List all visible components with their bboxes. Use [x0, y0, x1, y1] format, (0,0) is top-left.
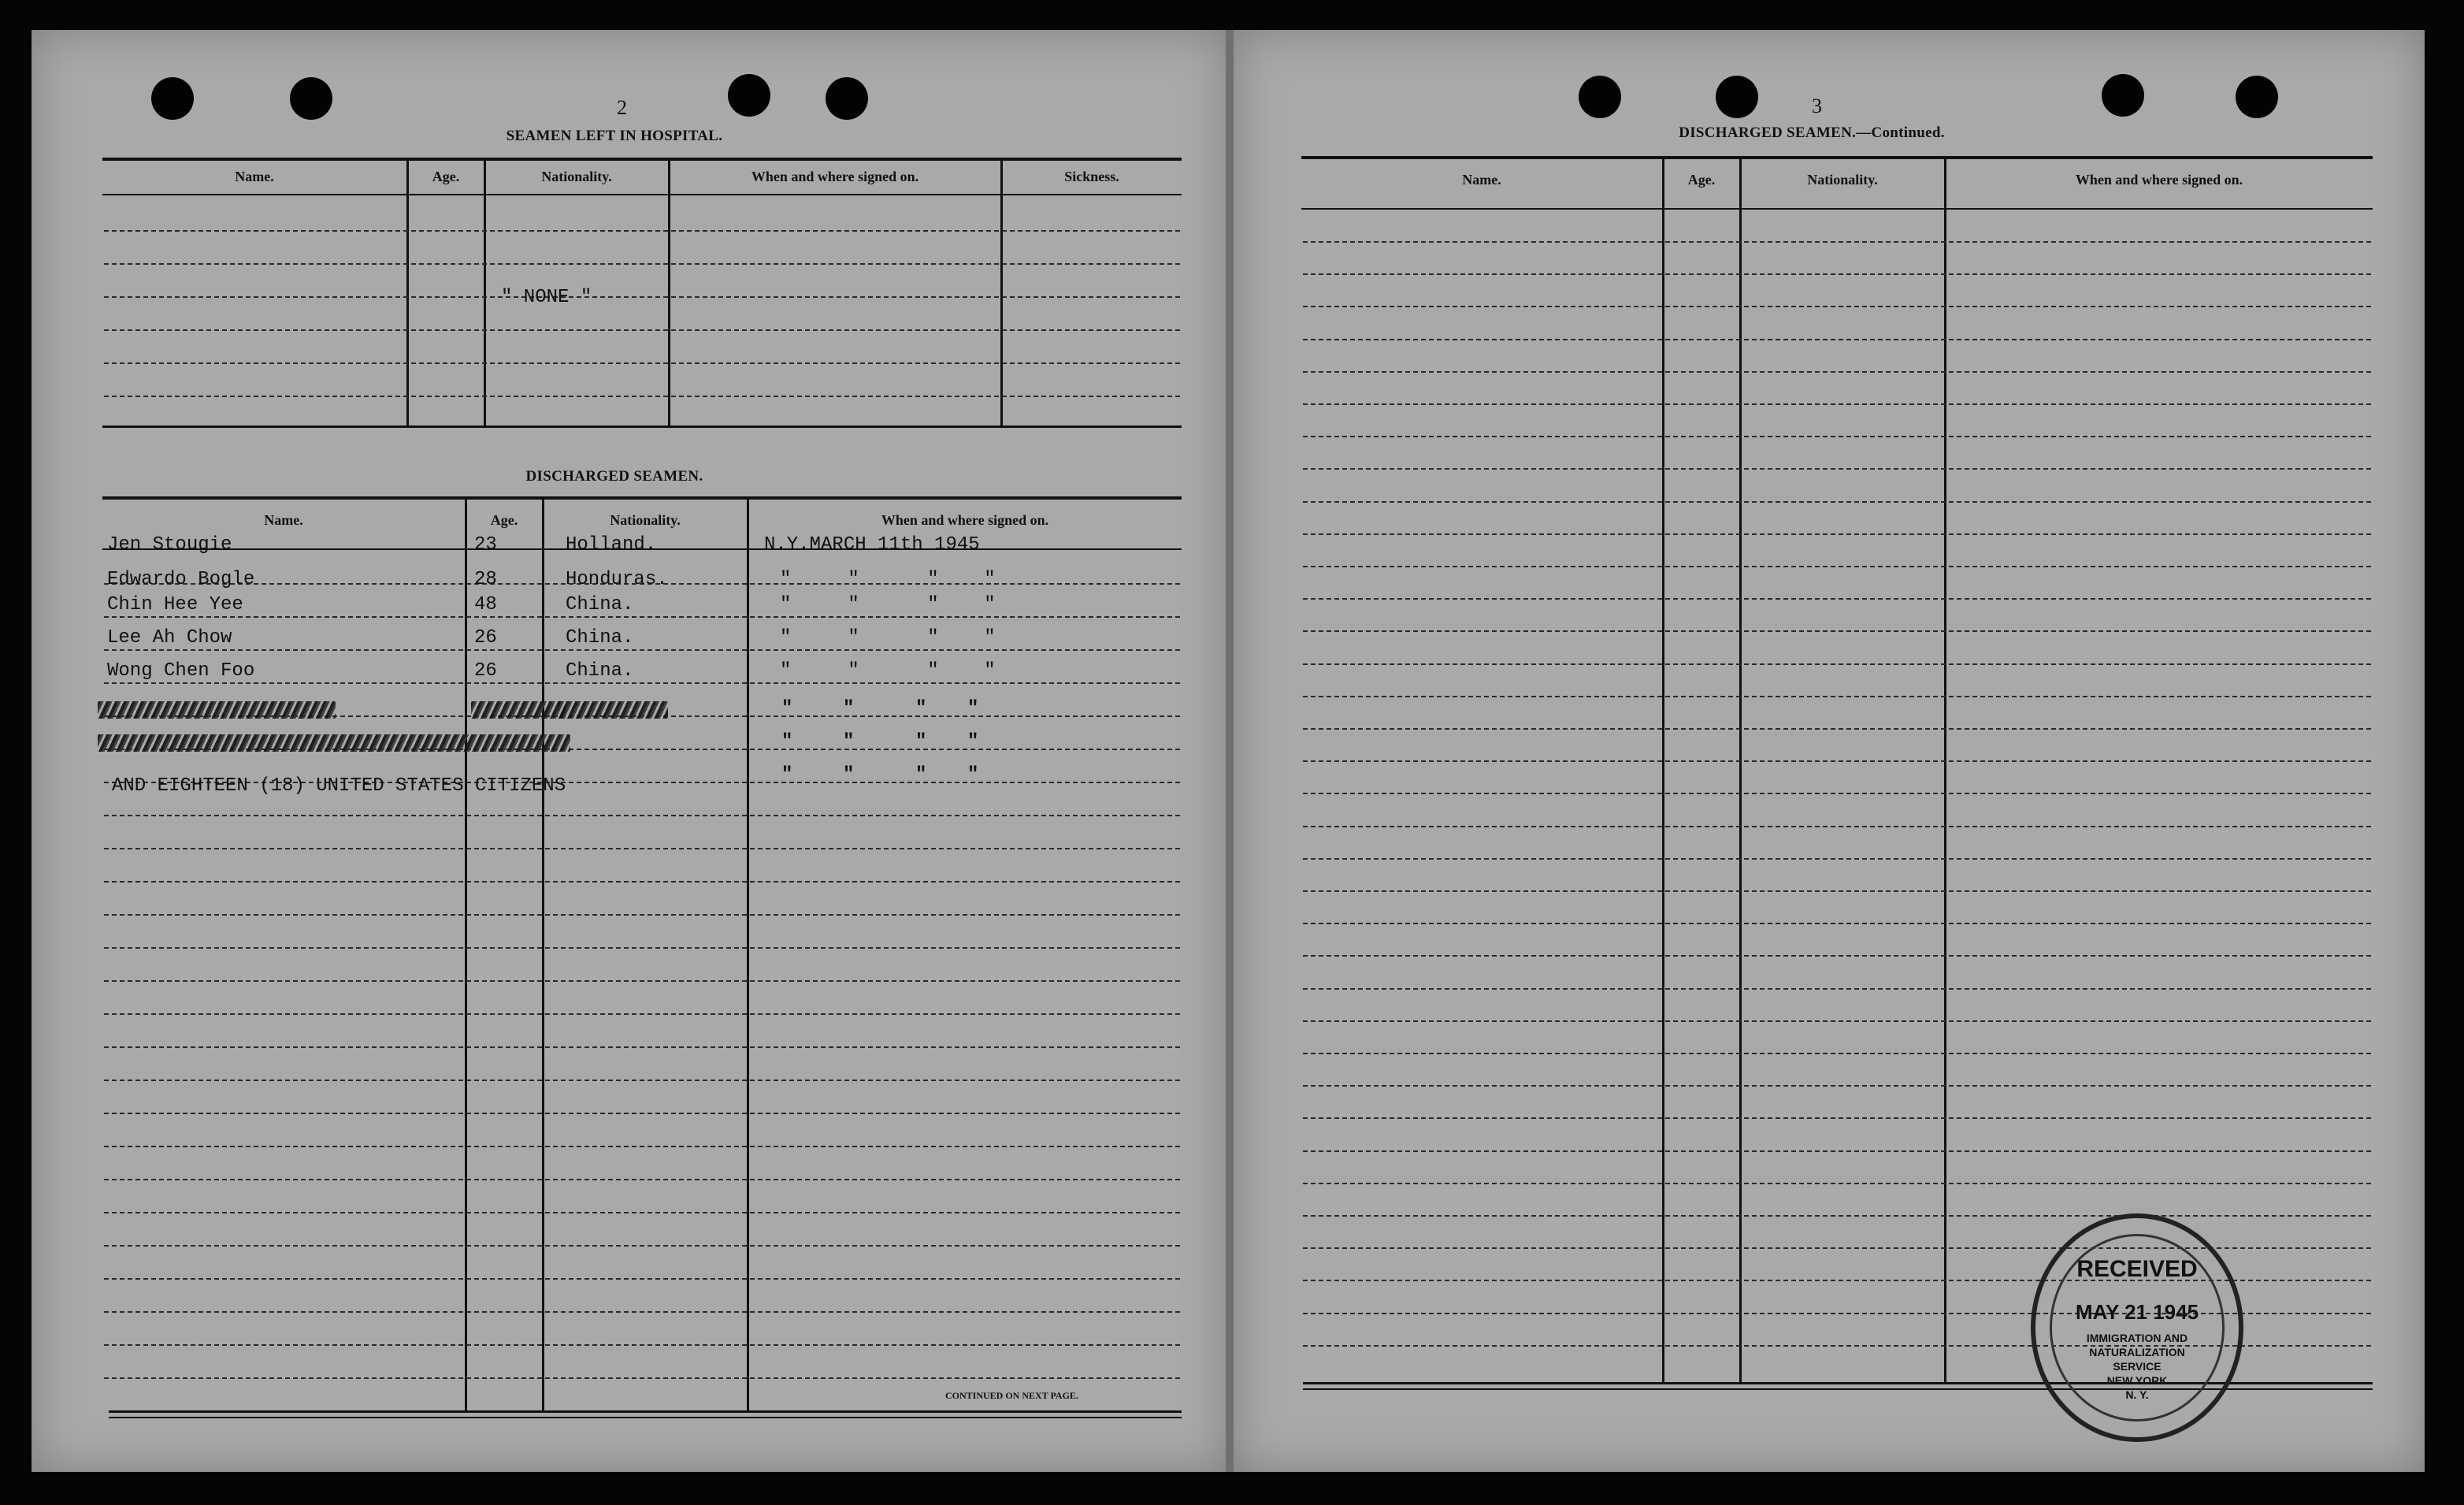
row-signed-on: " " " " [780, 627, 996, 648]
dotted-row [104, 616, 1180, 618]
rule [102, 194, 1182, 195]
dotted-row [1303, 468, 2371, 470]
row-signed-on: N.Y.MARCH 11th 1945 [764, 534, 980, 556]
column-divider [542, 498, 544, 1412]
received-stamp [2031, 1213, 2243, 1442]
row-signed-on: " " " " [780, 660, 996, 682]
dotted-row [1303, 630, 2371, 632]
left-page [32, 30, 1229, 1472]
rule [109, 1417, 1182, 1418]
punch-hole [2236, 76, 2278, 118]
dotted-row [1303, 241, 2371, 243]
ditto-mark: " [843, 764, 855, 786]
stamp-line: SERVICE [2113, 1360, 2162, 1373]
row-age: 26 [474, 627, 497, 648]
dotted-row [104, 848, 1180, 849]
row-nationality: China. [566, 594, 634, 615]
page-number: 3 [1812, 95, 1822, 117]
column-divider [406, 159, 409, 427]
dotted-row [1303, 533, 2371, 535]
stamp-line: N. Y. [2125, 1388, 2149, 1401]
dotted-row [104, 1212, 1180, 1213]
row-age: 48 [474, 594, 497, 615]
row-name: Wong Chen Foo [107, 660, 255, 682]
punch-hole [826, 77, 868, 120]
dotted-row [1303, 923, 2371, 924]
rule [102, 496, 1182, 500]
dotted-row [104, 1278, 1180, 1280]
column-divider [465, 498, 467, 1412]
rule [109, 1410, 1182, 1413]
ditto-mark: " [967, 698, 979, 719]
dotted-row [1303, 890, 2371, 892]
continued-footer: CONTINUED ON NEXT PAGE. [945, 1390, 1078, 1401]
dotted-row [104, 815, 1180, 816]
discharged-col-signed-on: When and where signed on. [881, 512, 1049, 528]
dotted-row [104, 329, 1180, 331]
dotted-row [1303, 1085, 2371, 1087]
row-name: Chin Hee Yee [107, 594, 243, 615]
punch-hole [2102, 74, 2144, 117]
dotted-row [1303, 1183, 2371, 1184]
struck-out-entry [98, 734, 570, 752]
dotted-row [1303, 403, 2371, 405]
dotted-row [1303, 1117, 2371, 1119]
hospital-col-age: Age. [432, 169, 460, 184]
dotted-row [104, 396, 1180, 397]
rule [102, 425, 1182, 428]
discharged-col-nationality: Nationality. [610, 512, 681, 528]
dotted-row [104, 649, 1180, 651]
column-divider [747, 498, 749, 1412]
punch-hole [1716, 76, 1758, 118]
ditto-mark: " [967, 764, 979, 786]
rule [1301, 208, 2373, 210]
right-col-nationality: Nationality. [1807, 172, 1878, 188]
dotted-row [1303, 760, 2371, 762]
dotted-row [104, 1113, 1180, 1114]
ditto-mark: " [915, 698, 927, 719]
dotted-row [104, 1080, 1180, 1081]
struck-out-entry [471, 701, 566, 719]
ditto-mark: " [967, 731, 979, 752]
dotted-row [104, 1245, 1180, 1247]
dotted-row [1303, 826, 2371, 827]
dotted-row [1303, 663, 2371, 665]
stamp-line: NATURALIZATION [2089, 1346, 2185, 1358]
hospital-col-nationality: Nationality. [541, 169, 612, 184]
column-divider [1662, 158, 1664, 1384]
dotted-row [104, 296, 1180, 298]
row-nationality: China. [566, 627, 634, 648]
dotted-row [1303, 1020, 2371, 1022]
right-col-name: Name. [1462, 172, 1501, 188]
struck-out-entry [98, 701, 336, 719]
ditto-mark: " [781, 764, 793, 786]
rule [1301, 156, 2373, 159]
discharged-section-title: DISCHARGED SEAMEN. [525, 468, 703, 485]
dotted-row [104, 1344, 1180, 1346]
ditto-mark: " [781, 698, 793, 719]
dotted-row [1303, 728, 2371, 730]
dotted-row [104, 1146, 1180, 1147]
stamp-received: RECEIVED [2076, 1256, 2198, 1282]
row-signed-on: " " " " [780, 569, 996, 590]
dotted-row [1303, 273, 2371, 275]
discharged-col-age: Age. [490, 512, 518, 528]
hospital-col-signed-on: When and where signed on. [751, 169, 919, 184]
right-page [1234, 30, 2425, 1472]
dotted-row [1303, 1053, 2371, 1054]
column-divider [1739, 158, 1742, 1384]
column-divider [484, 159, 486, 427]
stamp-line: IMMIGRATION AND [2086, 1332, 2188, 1344]
hospital-none-entry: " NONE " [501, 287, 592, 308]
ditto-mark: " [843, 698, 855, 719]
row-nationality: Holland. [566, 534, 657, 556]
row-age: 26 [474, 660, 497, 682]
dotted-row [104, 1179, 1180, 1180]
dotted-row [1303, 955, 2371, 957]
dotted-row [104, 881, 1180, 883]
dotted-row [1303, 306, 2371, 307]
dotted-row [1303, 501, 2371, 503]
row-name: Jen Stougie [107, 534, 232, 556]
dotted-row [1303, 988, 2371, 990]
right-col-age: Age. [1687, 172, 1716, 188]
row-age: 23 [474, 534, 497, 556]
dotted-row [1303, 339, 2371, 340]
column-divider [668, 159, 670, 427]
dotted-row [1303, 371, 2371, 373]
row-signed-on: " " " " [780, 594, 996, 615]
punch-hole [151, 77, 194, 120]
hospital-col-sickness: Sickness. [1064, 169, 1119, 184]
column-divider [1000, 159, 1003, 427]
dotted-row [1303, 858, 2371, 860]
dotted-row [104, 947, 1180, 949]
row-nationality: China. [566, 660, 634, 682]
dotted-row [104, 682, 1180, 684]
ditto-mark: " [843, 731, 855, 752]
punch-hole [1579, 76, 1621, 118]
dotted-row [1303, 436, 2371, 437]
ditto-mark: " [781, 731, 793, 752]
struck-out-entry [558, 701, 668, 719]
hospital-section-title: SEAMEN LEFT IN HOSPITAL. [506, 128, 723, 144]
dotted-row [104, 1377, 1180, 1379]
row-age: 28 [474, 569, 497, 590]
row-name: Edwardo Bogle [107, 569, 255, 590]
row-nationality: Honduras. [566, 569, 668, 590]
punch-hole [728, 74, 770, 117]
ditto-mark: " [915, 764, 927, 786]
punch-hole [290, 77, 332, 120]
dotted-row [1303, 566, 2371, 567]
discharged-col-name: Name. [264, 512, 303, 528]
dotted-row [1303, 1150, 2371, 1152]
dotted-row [1303, 793, 2371, 794]
dotted-row [1303, 696, 2371, 697]
dotted-row [1303, 598, 2371, 600]
right-col-signed-on: When and where signed on. [2075, 172, 2243, 188]
stamp-line: NEW YORK [2106, 1374, 2168, 1387]
hospital-col-name: Name. [235, 169, 274, 184]
right-section-title: DISCHARGED SEAMEN.—Continued. [1679, 124, 1945, 141]
dotted-row [104, 230, 1180, 232]
stamp-date: MAY 21 1945 [2075, 1300, 2199, 1324]
dotted-row [104, 1013, 1180, 1015]
column-divider [1944, 158, 1946, 1384]
citizens-note: AND EIGHTEEN (18) UNITED STATES CITIZENS [112, 775, 566, 797]
dotted-row [104, 1046, 1180, 1048]
dotted-row [104, 914, 1180, 916]
row-name: Lee Ah Chow [107, 627, 232, 648]
ditto-mark: " [915, 731, 927, 752]
page-number: 2 [617, 96, 627, 119]
dotted-row [104, 1311, 1180, 1313]
rule [102, 158, 1182, 161]
dotted-row [104, 263, 1180, 265]
dotted-row [104, 980, 1180, 982]
dotted-row [104, 362, 1180, 364]
